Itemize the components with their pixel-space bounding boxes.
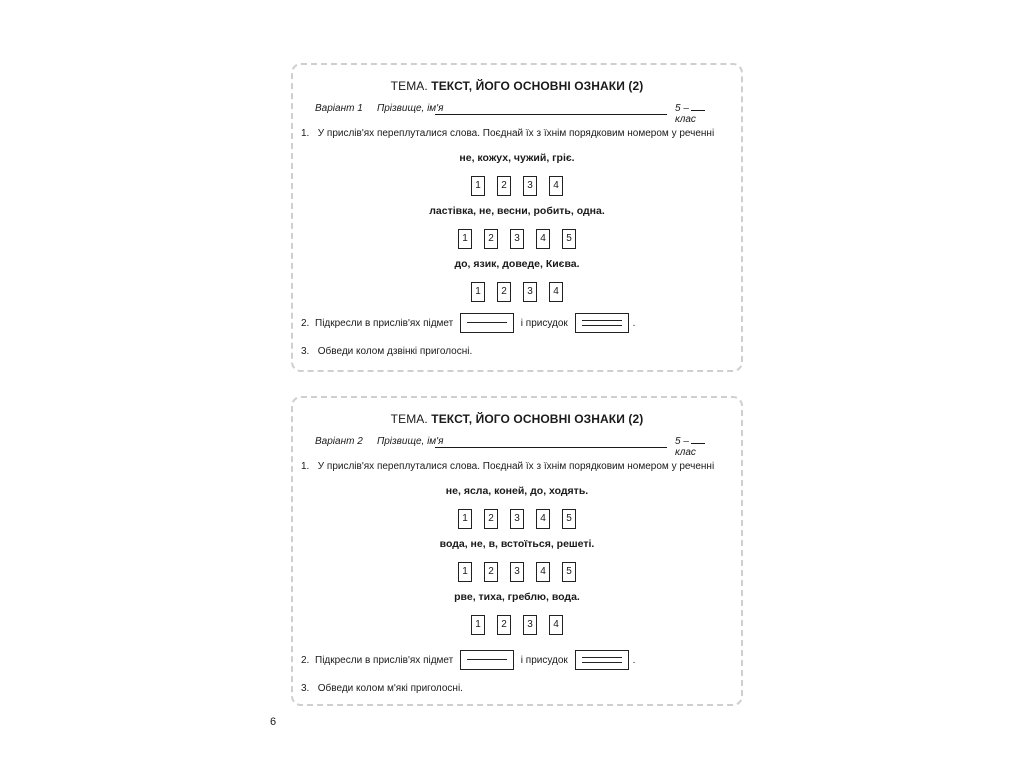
task-1 — [301, 461, 714, 472]
task-number: 3. — [301, 683, 310, 694]
task-3 — [301, 346, 472, 357]
subject-underline-sample — [460, 313, 514, 333]
student-info-row — [315, 436, 723, 458]
proverb-3: рве, тиха, греблю, вода. — [454, 591, 580, 603]
student-info-row — [315, 103, 723, 125]
variant-card-2 — [291, 396, 743, 706]
grade-prefix: 5 – — [675, 103, 689, 114]
number-box[interactable]: 1 — [471, 176, 485, 196]
proverb-2: вода, не, в, встоїться, решеті. — [439, 538, 595, 550]
number-box[interactable]: 4 — [536, 509, 550, 529]
task-text-end: . — [632, 318, 636, 329]
number-box[interactable]: 2 — [484, 509, 498, 529]
number-box[interactable]: 3 — [523, 615, 537, 635]
proverb-1: не, кожух, чужий, гріє. — [459, 152, 575, 164]
task-1 — [301, 128, 714, 139]
number-box[interactable]: 1 — [458, 509, 472, 529]
task-text: Обведи колом дзвінкі приголосні. — [317, 346, 473, 357]
proverb-3: до, язик, доведе, Києва. — [454, 258, 580, 270]
number-box[interactable]: 1 — [471, 615, 485, 635]
task-number: 1. — [301, 461, 310, 472]
number-box[interactable]: 4 — [536, 229, 550, 249]
number-box[interactable]: 2 — [497, 615, 511, 635]
grade-suffix: клас — [675, 114, 696, 125]
number-box[interactable]: 1 — [458, 562, 472, 582]
task-text: У прислів'ях переплуталися слова. Поєднай їх з їхнім порядковим номером у реченні — [317, 128, 715, 139]
task-3 — [301, 683, 463, 694]
topic-label: ТЕМА. — [390, 412, 428, 426]
task-text: Підкресли в прислів'ях підмет — [315, 655, 454, 666]
name-label: Прізвище, ім'я — [377, 103, 444, 114]
number-box[interactable]: 4 — [549, 615, 563, 635]
number-boxes-1 — [293, 176, 741, 196]
topic-title: ТЕКСТ, ЙОГО ОСНОВНІ ОЗНАКИ (2) — [431, 79, 644, 93]
task-text: Обведи колом м'які приголосні. — [317, 683, 463, 694]
number-box[interactable]: 4 — [549, 176, 563, 196]
number-boxes-3 — [293, 615, 741, 635]
task-text-middle: і присудок — [520, 655, 568, 666]
topic-title: ТЕКСТ, ЙОГО ОСНОВНІ ОЗНАКИ (2) — [431, 412, 644, 426]
predicate-underline-sample — [575, 313, 629, 333]
topic-label: ТЕМА. — [390, 79, 428, 93]
number-box[interactable]: 2 — [497, 282, 511, 302]
task-text: У прислів'ях переплуталися слова. Поєднай їх з їхнім порядковим номером у реченні — [317, 461, 715, 472]
number-box[interactable]: 3 — [523, 282, 537, 302]
number-box[interactable]: 3 — [510, 562, 524, 582]
number-box[interactable]: 2 — [497, 176, 511, 196]
number-box[interactable]: 5 — [562, 229, 576, 249]
name-label: Прізвище, ім'я — [377, 436, 444, 447]
task-number: 3. — [301, 346, 310, 357]
task-2 — [301, 313, 635, 335]
number-box[interactable]: 2 — [484, 562, 498, 582]
grade-field — [675, 436, 723, 458]
variant-card-1 — [291, 63, 743, 372]
number-box[interactable]: 4 — [549, 282, 563, 302]
task-text-end: . — [632, 655, 636, 666]
task-number: 2. — [301, 655, 310, 666]
number-box[interactable]: 3 — [510, 509, 524, 529]
card-title — [293, 412, 741, 426]
name-field[interactable] — [435, 447, 667, 448]
number-boxes-3 — [293, 282, 741, 302]
grade-blank[interactable] — [691, 443, 705, 444]
number-box[interactable]: 4 — [536, 562, 550, 582]
number-box[interactable]: 2 — [484, 229, 498, 249]
subject-underline-sample — [460, 650, 514, 670]
number-box[interactable]: 1 — [458, 229, 472, 249]
proverb-1: не, ясла, коней, до, ходять. — [445, 485, 589, 497]
number-boxes-2 — [293, 229, 741, 249]
task-text: Підкресли в прислів'ях підмет — [315, 318, 454, 329]
predicate-underline-sample — [575, 650, 629, 670]
task-number: 1. — [301, 128, 310, 139]
name-field[interactable] — [435, 114, 667, 115]
number-box[interactable]: 3 — [523, 176, 537, 196]
grade-blank[interactable] — [691, 110, 705, 111]
card-title — [293, 79, 741, 93]
number-box[interactable]: 5 — [562, 562, 576, 582]
task-text-middle: і присудок — [520, 318, 568, 329]
proverb-2: ластівка, не, весни, робить, одна. — [429, 205, 605, 217]
number-boxes-1 — [293, 509, 741, 529]
task-number: 2. — [301, 318, 310, 329]
number-boxes-2 — [293, 562, 741, 582]
variant-label: Варіант 2 — [315, 436, 363, 447]
page-number: 6 — [270, 716, 277, 728]
grade-suffix: клас — [675, 447, 696, 458]
number-box[interactable]: 1 — [471, 282, 485, 302]
grade-field — [675, 103, 723, 125]
variant-label: Варіант 1 — [315, 103, 363, 114]
number-box[interactable]: 3 — [510, 229, 524, 249]
grade-prefix: 5 – — [675, 436, 689, 447]
number-box[interactable]: 5 — [562, 509, 576, 529]
task-2 — [301, 650, 635, 672]
